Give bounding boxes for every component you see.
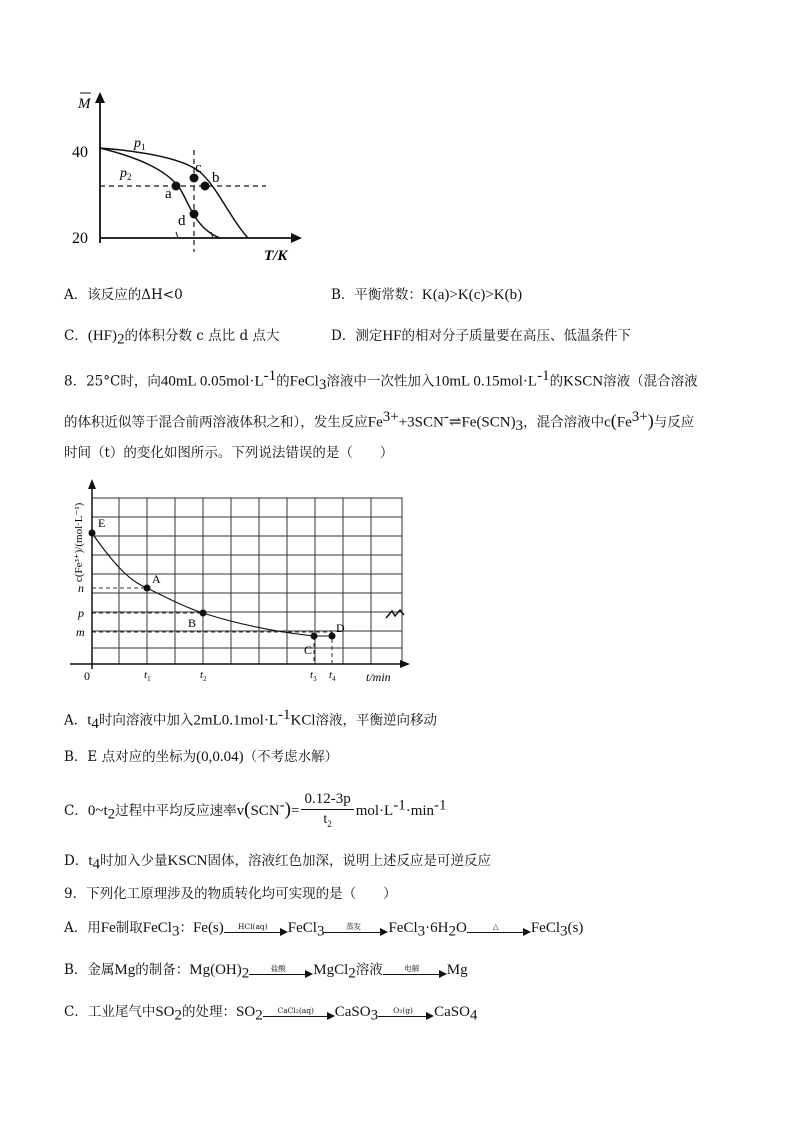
q7-option-d: D．测定HF的相对分子质量要在高压、低温条件下	[331, 328, 632, 344]
q8-option-a: A．$t_4$时向溶液中加入$2mL0.1mol\cdot L^{-1}KCl$溶液，平衡逆向移动	[64, 707, 438, 733]
fig2-point-E	[89, 530, 96, 537]
fig2-tick-m: m	[76, 625, 85, 639]
fig2-label-C: C	[304, 643, 313, 657]
fig2-x-label: t/min	[366, 670, 391, 684]
fig2-point-B	[200, 610, 207, 617]
fig1-label-p1: $p_1$	[134, 136, 146, 152]
fig1-label-a: a	[165, 186, 172, 202]
fig2-label-A: A	[152, 572, 161, 586]
reaction-arrow: △	[467, 920, 531, 938]
figure-2-graph	[62, 474, 412, 692]
fig2-y-label: c(Fe³⁺)/(mol·L⁻¹)	[73, 502, 85, 582]
fig1-y-arrow	[95, 92, 105, 103]
fig1-curve-p2	[100, 148, 220, 238]
reaction-arrow: 电解	[383, 962, 447, 980]
fig1-label-b: b	[212, 170, 220, 186]
fig2-label-D: D	[336, 621, 345, 635]
fig1-point-b	[201, 182, 210, 191]
fig2-tick-t3: $t_3$	[310, 669, 317, 683]
q9-option-c: C．工业尾气中$SO_2$的处理：$SO_2$ CaCl₂(aq) CaSO$_3$ O₂(g) CaSO$_4$	[64, 1004, 478, 1024]
fig1-label-d: d	[178, 213, 186, 229]
q9-option-b: B．金属Mg的制备：$Mg(OH)_2$ 盐酸 MgCl$_2$溶液 电解 Mg	[64, 962, 468, 982]
fig2-point-C	[311, 633, 318, 640]
fig2-tick-n: n	[78, 581, 84, 595]
q8-stem-line2: 的体积近似等于混合前两溶液体积之和），发生反应$Fe^{3+}+3SCN^-\rightleftharpoons Fe(SCN)_3$，混合溶液中$c(Fe^{3+})$与反应	[64, 409, 695, 435]
reaction-arrow: O₂(g)	[378, 1004, 434, 1022]
fig2-tick-t1: $t_1$	[144, 669, 151, 683]
fig1-point-d	[190, 210, 199, 219]
reaction-arrow: 盐酸	[249, 962, 313, 980]
figure-1-graph	[60, 88, 310, 268]
fig2-y-arrow	[88, 479, 96, 489]
fig1-label-c: c	[195, 160, 202, 176]
q8-option-b: B．E 点对应的坐标为(0,0.04)（不考虑水解）	[64, 749, 339, 765]
q7-option-b: B．平衡常数：K(a)>K(c)>K(b)	[331, 287, 523, 303]
q9-option-a: A．用Fe制取FeCl$_3$：Fe(s) HCl(aq) FeCl$_3$ 蒸发 $FeCl_3\cdot 6H_2O$ △ FeCl$_3$(s)	[64, 920, 584, 940]
fig1-y-tick-20: 20	[72, 230, 88, 247]
reaction-arrow: CaCl₂(aq)	[263, 1004, 335, 1022]
q7-option-a: A．该反应的ΔH<0	[64, 287, 183, 303]
fig2-tick-t4: $t_4$	[329, 669, 336, 683]
q8-option-c: C．$0\sim t_2$过程中平均反应速率v(SCN-)= $\frac{0.12-3p}{t_2}$ $mol\cdot L^{-1}\cdot\min^{-1}$	[64, 789, 447, 834]
q8-option-d: D．$t_4$时加入少量KSCN固体，溶液红色加深，说明上述反应是可逆反应	[64, 853, 492, 873]
fig1-x-arrow	[291, 233, 302, 243]
q9-stem: 9．下列化工原理涉及的物质转化均可实现的是（ ）	[64, 886, 397, 902]
fig1-label-p2: $p_2$	[120, 166, 132, 182]
fig2-point-A	[144, 585, 151, 592]
q7-option-c: C．$(HF)_2$的体积分数 c 点比 d 点大	[64, 328, 280, 348]
squiggle-mark	[384, 606, 408, 622]
q8-stem-line1: 8．25°C时，向40mL $0.05mol\cdot L^{-1}$的FeCl$_3$溶液中一次性加入10mL $0.15mol\cdot L^{-1}$的KSCN溶液（混合溶液	[64, 368, 698, 394]
fig1-x-label: T/K	[264, 248, 288, 264]
fig2-label-E: E	[98, 516, 106, 530]
fig1-y-tick-40: 40	[72, 144, 88, 161]
fig1-y-label: M	[78, 96, 91, 112]
fig1-curve-p1	[100, 148, 248, 238]
fig2-origin: 0	[84, 669, 90, 683]
fig2-x-arrow	[400, 660, 410, 668]
reaction-arrow: HCl(aq)	[224, 920, 288, 938]
fig2-grid	[92, 498, 402, 664]
reaction-arrow: 蒸发	[324, 920, 388, 938]
rate-fraction: $\frac{0.12-3p}{t_2}$	[301, 789, 353, 834]
q8-stem-line3: 时间（t）的变化如图所示。下列说法错误的是（ ）	[64, 445, 394, 461]
fig2-tick-p: p	[78, 606, 84, 620]
fig2-point-D	[329, 633, 336, 640]
fig2-label-B: B	[188, 616, 197, 630]
fig1-point-a	[172, 182, 181, 191]
fig2-tick-t2: $t_2$	[200, 669, 207, 683]
